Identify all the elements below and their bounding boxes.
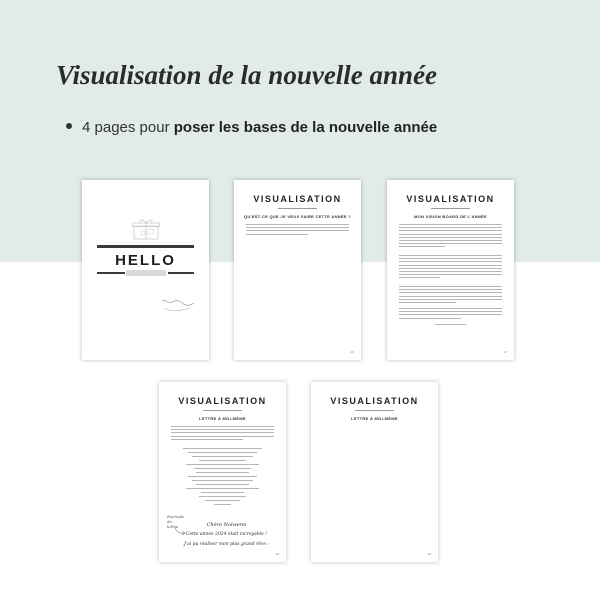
hello-bottom-bar-right (168, 272, 194, 274)
page-preview-visualisation-4 (311, 382, 438, 562)
page-preview-visualisation-1 (234, 180, 361, 360)
bullet-bold-text: poser les bases de la nouvelle année (173, 119, 438, 136)
feature-bullet (66, 119, 437, 136)
gift-icon (132, 218, 160, 240)
title-rule (355, 410, 394, 411)
body-text-lines-5 (399, 324, 502, 328)
body-text-lines-3 (399, 286, 502, 305)
page-number: 27 (503, 350, 507, 354)
page-preview-hello (82, 180, 209, 360)
handwritten-line-1: Chère Nolwenn (206, 522, 247, 528)
page-preview-subtitle: MON VISION BOARD DE L'ANNÉE (413, 214, 488, 219)
hello-top-bar (97, 245, 194, 248)
title-rule (203, 410, 242, 411)
bullet-dot-icon (66, 123, 72, 129)
body-text-lines-1 (399, 224, 502, 250)
hello-bottom-bar-left (97, 272, 125, 274)
page-number: 28 (275, 552, 279, 556)
page-preview-visualisation-3 (159, 382, 286, 562)
handwritten-line-3: J'ai pu réaliser mon plus grand rêve : (184, 542, 269, 547)
bullet-text: 4 pages pour (82, 119, 174, 136)
handwritten-line-2: Cette année 2024 était incroyable ! (186, 532, 267, 537)
hello-word: HELLO (115, 252, 176, 269)
page-preview-title: VISUALISATION (178, 396, 267, 406)
body-text-lines-2 (399, 255, 502, 281)
page-number: 26 (350, 350, 354, 354)
page-title: Visualisation de la nouvelle année (56, 60, 438, 90)
page-preview-title: VISUALISATION (330, 396, 419, 406)
body-text-lines-1 (171, 426, 274, 442)
body-text-lines (246, 224, 349, 237)
page-preview-subtitle: QU'EST-CE QUE JE VEUX FAIRE CETTE ANNÉE ? (243, 214, 352, 219)
title-rule (278, 208, 317, 209)
example-note: Exemple de lettre (167, 514, 185, 529)
question-list (179, 448, 266, 508)
signature-scribble (160, 298, 200, 314)
title-rule (431, 208, 470, 209)
page-preview-title: VISUALISATION (253, 194, 342, 204)
page-preview-visualisation-2 (387, 180, 514, 360)
hello-name-field (126, 270, 166, 276)
page-preview-subtitle: LETTRE À MOI-MÊME (351, 416, 398, 421)
page-number: 29 (427, 552, 431, 556)
body-text-lines-4 (399, 308, 502, 321)
page-preview-subtitle: LETTRE À MOI-MÊME (199, 416, 246, 421)
page-preview-title: VISUALISATION (406, 194, 495, 204)
